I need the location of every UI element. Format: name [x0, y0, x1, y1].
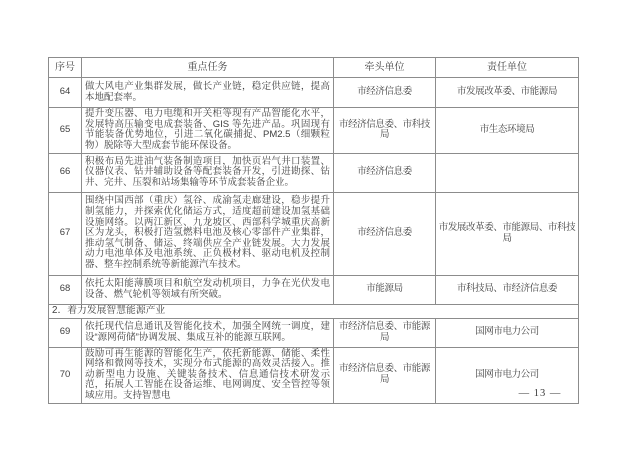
lead-unit-cell: 市经济信息委: [334, 192, 436, 275]
responsible-unit-cell: 国网市电力公司: [436, 347, 579, 403]
responsible-unit-cell: 市生态环境局: [436, 108, 579, 154]
lead-unit-cell: 市经济信息委、市能源局: [334, 347, 436, 403]
task-cell: 鼓励可再生能源的智能化生产，依托新能源、储能、柔性网络和微网等技术，实现分布式能源的高效灵活接入。推动新型电力设施、关键装备技术、信息通信技术研发示范，拓展人工智能在设备运维、电网调度、安全管控等领域应用。支持智慧电: [82, 347, 334, 403]
serial-cell: 67: [49, 192, 82, 275]
task-cell: 积极布局先进油气装备制造项目，加快页岩气井口装置、仪器仪表、钻井辅助设备等配套装备开发，引进勘探、钻井、完井、压裂和站场集输等环节成套装备企业。: [82, 153, 334, 192]
col-header-lead-unit: 牵头单位: [334, 58, 436, 78]
responsible-unit-cell: 市发展改革委、市能源局、市科技局: [436, 192, 579, 275]
table-row: [49, 318, 579, 347]
col-header-serial-number: 序号: [49, 58, 82, 78]
key-tasks-table: [48, 57, 579, 404]
lead-unit-cell: 市经济信息委: [334, 78, 436, 108]
section-header-row: [49, 304, 579, 318]
responsible-unit-cell: 市发展改革委、市能源局: [436, 78, 579, 108]
table-header-row: [49, 58, 579, 78]
task-cell: 围绕中国西部（重庆）氢谷、成渝氢走廊建设，稳步提升制氢能力，并探索优化储运方式，适度超前建设加氢基础设施网络。以两江新区、九龙坡区、西部科学城重庆高新区为龙头，积极打造氢燃料电池及核心零部件产业集群，推动氢气制备、储运、终端供应全产业链发展。大力发展动力电池单体及电池系统、正负极材料、驱动电机及控制器、整车控制系统等新能源汽车技术。: [82, 192, 334, 275]
task-cell: 依托现代信息通讯及智能化技术，加强全网统一调度，建设“源网荷储”协调发展、集成互补的能源互联网。: [82, 318, 334, 347]
serial-cell: 69: [49, 318, 82, 347]
table-row: [49, 192, 579, 275]
task-cell: 依托太阳能薄膜项目和航空发动机项目，力争在光伏发电设备、燃气轮机等领域有所突破。: [82, 275, 334, 304]
serial-cell: 66: [49, 153, 82, 192]
task-cell: 做大风电产业集群发展，做长产业链，稳定供应链，提高本地配套率。: [82, 78, 334, 108]
task-cell: 提升变压器、电力电缆和开关柜等现有产品智能化水平，发展特高压输变电成套装备、GIS 等先进产品。巩固现有节能装备优势地位，引进二氧化碳捕捉、PM2.5（细颗粒物）脱除等大型成套节能环保设备。: [82, 108, 334, 154]
responsible-unit-cell: [436, 153, 579, 192]
lead-unit-cell: 市经济信息委、市能源局: [334, 318, 436, 347]
serial-cell: 68: [49, 275, 82, 304]
lead-unit-cell: 市能源局: [334, 275, 436, 304]
serial-cell: 64: [49, 78, 82, 108]
col-header-responsible-unit: 责任单位: [436, 58, 579, 78]
serial-cell: 65: [49, 108, 82, 154]
table-row: [49, 153, 579, 192]
section-title: 2．着力发展智慧能源产业: [49, 304, 579, 318]
table-row: [49, 275, 579, 304]
page-number: — 13 —: [518, 388, 562, 399]
responsible-unit-cell: 市科技局、市经济信息委: [436, 275, 579, 304]
serial-cell: 70: [49, 347, 82, 403]
lead-unit-cell: 市经济信息委: [334, 153, 436, 192]
table-row: [49, 78, 579, 108]
responsible-unit-cell: 国网市电力公司: [436, 318, 579, 347]
table-row: [49, 108, 579, 154]
col-header-key-task: 重点任务: [82, 58, 334, 78]
lead-unit-cell: 市经济信息委、市科技局: [334, 108, 436, 154]
